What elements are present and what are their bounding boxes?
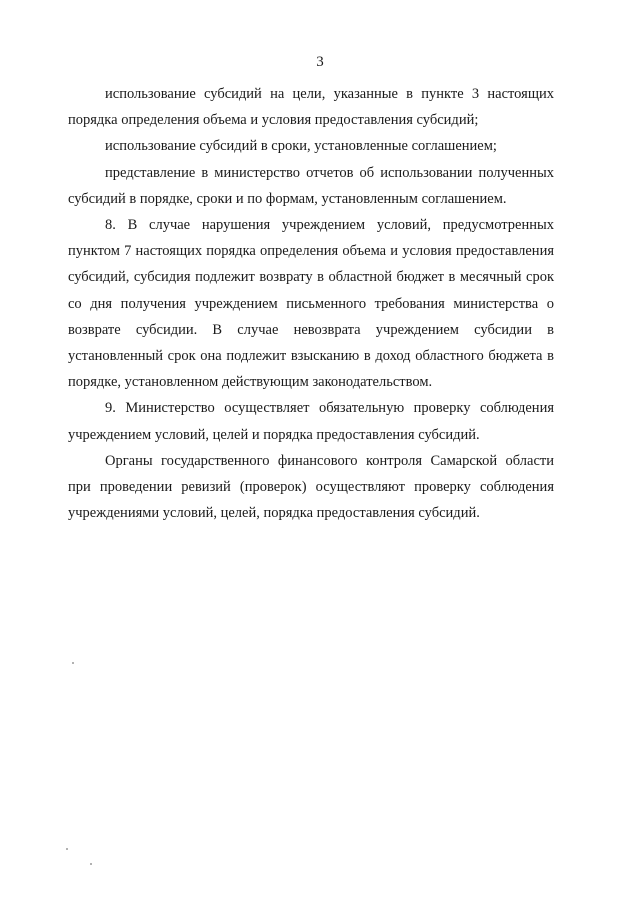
document-body (68, 81, 554, 526)
paragraph-financial-control: Органы государственного финансового контроля Самарской области при проведении ревизий (проверок) осуществляют проверку соблюдения учреждениями условий, целей, порядка предоставления субсидий. (68, 452, 554, 522)
paragraph-reporting: представление в министерство отчетов об использовании полученных субсидий в порядке, сроки и по формам, установленным соглашением. (68, 164, 554, 207)
paragraph-item-8: 8. В случае нарушения учреждением условий, предусмотренных пунктом 7 настоящих порядка определения объема и условия предоставления субсидий, субсидия подлежит возврату в областной бюджет в месячный срок со дня получения учреждением письменного требования министерства о возврате субсидии. В случае невозврата учреждением субсидии в установленный срок она подлежит взысканию в доход областного бюджета в порядке, установленном действующим законодательством. (68, 217, 554, 391)
scan-speck (90, 863, 92, 865)
paragraph-subsidy-use-purpose: использование субсидий на цели, указанные в пункте 3 настоящих порядка определения объема и условия предоставления субсидий; (68, 86, 554, 129)
paragraph-subsidy-use-deadlines: использование субсидий в сроки, установленные соглашением; (105, 138, 497, 155)
page-number: 3 (316, 54, 324, 70)
scan-speck (66, 848, 68, 850)
scan-speck (72, 662, 74, 664)
paragraph-item-9: 9. Министерство осуществляет обязательную проверку соблюдения учреждением условий, целей и порядка предоставления субсидий. (68, 400, 554, 443)
